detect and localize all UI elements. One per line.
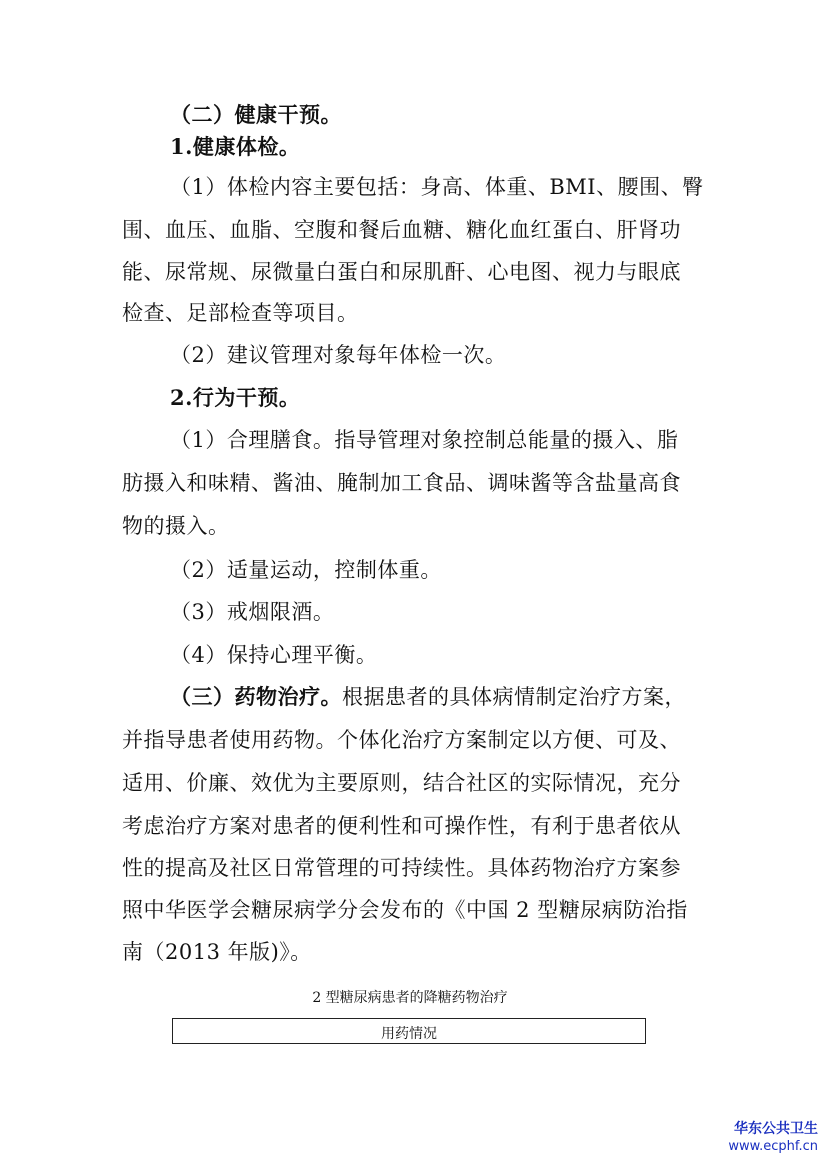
paragraph-line: （4）保持心理平衡。 (170, 643, 378, 667)
table-caption: 2 型糖尿病患者的降糖药物治疗 (312, 990, 508, 1006)
subsection-2-title: 2.行为干预。 (170, 385, 301, 410)
paragraph-line: 检查、足部检查等项目。 (122, 301, 359, 325)
paragraph-line: 照中华医学会糖尿病学分会发布的《中国 2 型糖尿病防治指 (122, 898, 688, 922)
paragraph-line: （1）合理膳食。指导管理对象控制总能量的摄入、脂 (170, 428, 679, 452)
paragraph-line: 并指导患者使用药物。个体化治疗方案制定以方便、可及、 (122, 728, 681, 752)
paragraph-text: 根据患者的具体病情制定治疗方案， (342, 685, 686, 709)
section-2-title: （二）健康干预。 (170, 102, 342, 127)
paragraph-line (170, 682, 750, 712)
table-header-cell: 用药情况 (172, 1018, 646, 1044)
paragraph-line: 肪摄入和味精、酱油、腌制加工食品、调味酱等含盐量高食 (122, 471, 681, 495)
paragraph-line: 考虑治疗方案对患者的便利性和可操作性，有利于患者依从 (122, 814, 681, 838)
subsection-1-title: 1.健康体检。 (170, 134, 301, 159)
paragraph-line: 围、血压、血脂、空腹和餐后血糖、糖化血红蛋白、肝肾功 (122, 218, 681, 242)
paragraph-line: 性的提高及社区日常管理的可持续性。具体药物治疗方案参 (122, 856, 681, 880)
paragraph-line: 物的摄入。 (122, 514, 230, 538)
paragraph-line: （1）体检内容主要包括：身高、体重、BMI、腰围、臀 (170, 175, 704, 199)
watermark (728, 1121, 818, 1155)
paragraph-line: （2）建议管理对象每年体检一次。 (170, 343, 507, 367)
watermark-url: www.ecphf.cn (728, 1139, 818, 1154)
paragraph-line: （3）戒烟限酒。 (170, 600, 335, 624)
section-3-title: （三）药物治疗。 (170, 684, 342, 709)
paragraph-line: 南（2013 年版)》。 (122, 940, 312, 964)
watermark-name: 华东公共卫生 (734, 1121, 818, 1137)
paragraph-line: 能、尿常规、尿微量白蛋白和尿肌酐、心电图、视力与眼底 (122, 260, 681, 284)
paragraph-line: 适用、价廉、效优为主要原则，结合社区的实际情况，充分 (122, 771, 681, 795)
paragraph-line: （2）适量运动，控制体重。 (170, 558, 442, 582)
